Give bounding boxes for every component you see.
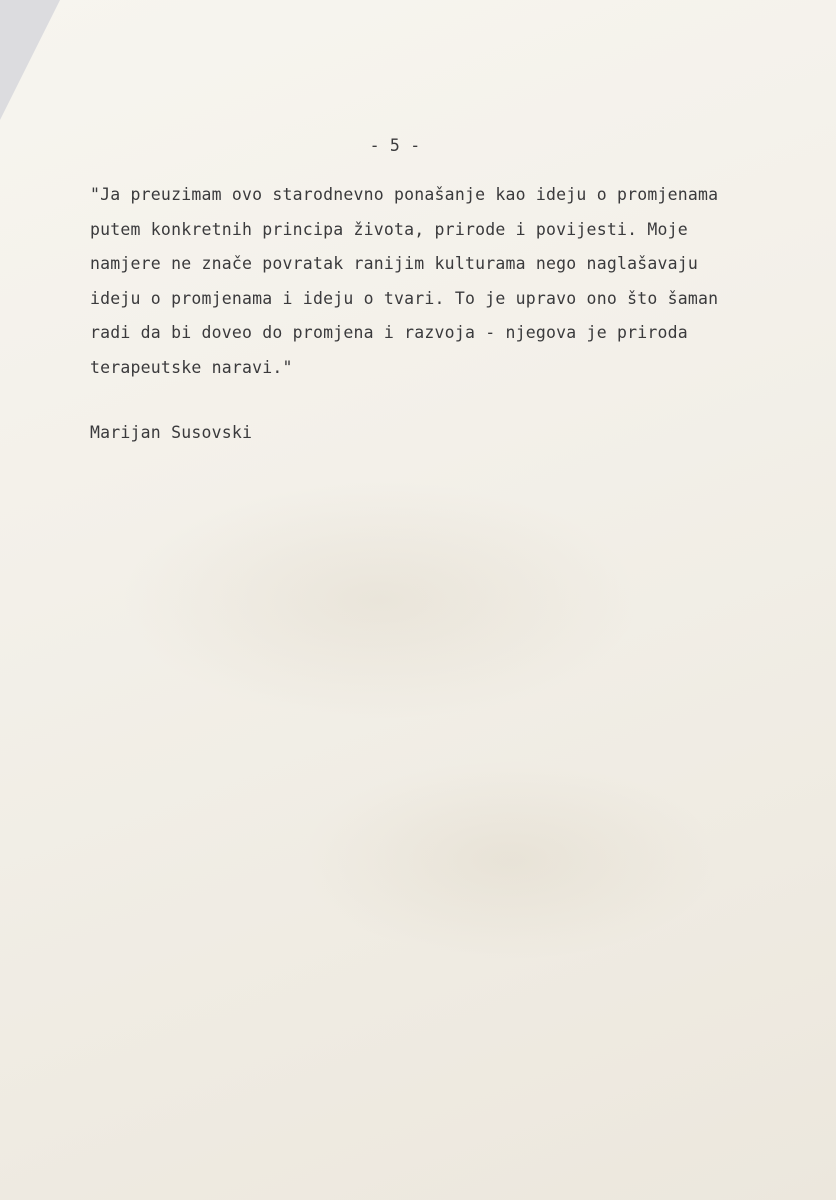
paper-stain <box>120 480 640 720</box>
author-signature: Marijan Susovski <box>90 423 253 442</box>
quote-line: "Ja preuzimam ovo starodnevno ponašanje kao ideju o promjenama <box>90 185 719 204</box>
folded-corner <box>0 0 60 120</box>
page-number: - 5 - <box>369 136 421 155</box>
quote-paragraph <box>90 178 770 385</box>
quote-line: putem konkretnih principa života, prirode i povijesti. Moje <box>90 219 688 239</box>
quote-line: namjere ne znače povratak ranijim kulturama nego naglašavaju <box>90 254 699 273</box>
quote-line: terapeutske naravi." <box>90 357 293 377</box>
quote-line: radi da bi doveo do promjena i razvoja - njegova je priroda <box>90 323 688 342</box>
quote-line: ideju o promjenama i ideju o tvari. To je upravo ono što šaman <box>90 288 719 308</box>
paper-stain <box>300 760 720 960</box>
